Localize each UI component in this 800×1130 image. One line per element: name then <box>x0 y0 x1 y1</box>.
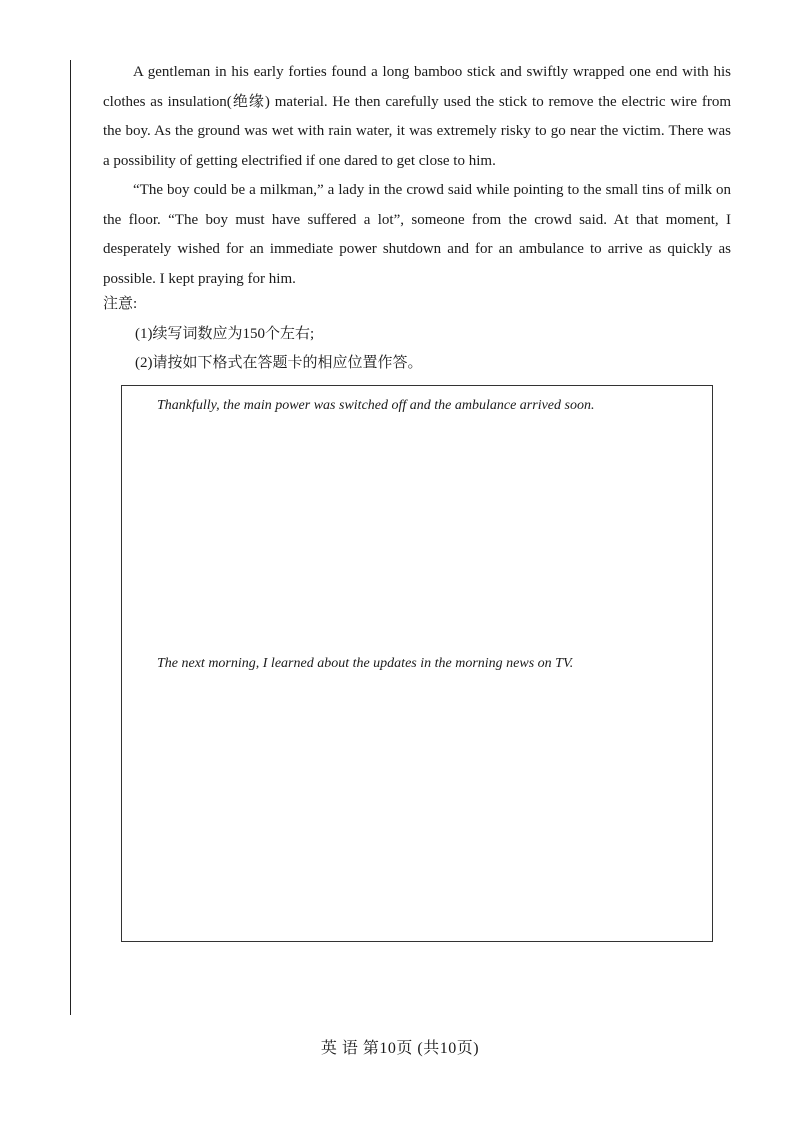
instruction-item-2: (2)请按如下格式在答题卡的相应位置作答。 <box>135 355 423 371</box>
continuation-opening-sentence-2: The next morning, I learned about the updates in the morning news on TV. <box>157 656 574 671</box>
continuation-opening-sentence-1: Thankfully, the main power was switched off and the ambulance arrived soon. <box>157 398 595 413</box>
passage-paragraph-1: A gentleman in his early forties found a long bamboo stick and swiftly wrapped one end with his clothes as insulation(绝缘) material. He then carefully used the stick to remove the electric wire from the boy. As the ground was wet with rain water, it was extremely risky to go near the victim. There was a possibility of getting electrified if one dared to get close to him. <box>103 64 731 169</box>
instruction-item-1: (1)续写词数应为150个左右; <box>135 325 315 342</box>
passage-paragraph-2: “The boy could be a milkman,” a lady in the crowd said while pointing to the small tins of milk on the floor. “The boy must have suffered a lot”, someone from the crowd said. At that moment, I desperately wished for an immediate power shutdown and for an ambulance to arrive as quickly as possible. I kept praying for him. <box>103 182 731 287</box>
binding-margin-line <box>70 60 71 1015</box>
answer-box[interactable] <box>121 385 713 942</box>
instructions <box>103 290 731 379</box>
reading-passage <box>103 58 731 294</box>
page-footer: 英 语 第10页 (共10页) <box>320 1040 480 1057</box>
instructions-title: 注意: <box>103 296 138 312</box>
